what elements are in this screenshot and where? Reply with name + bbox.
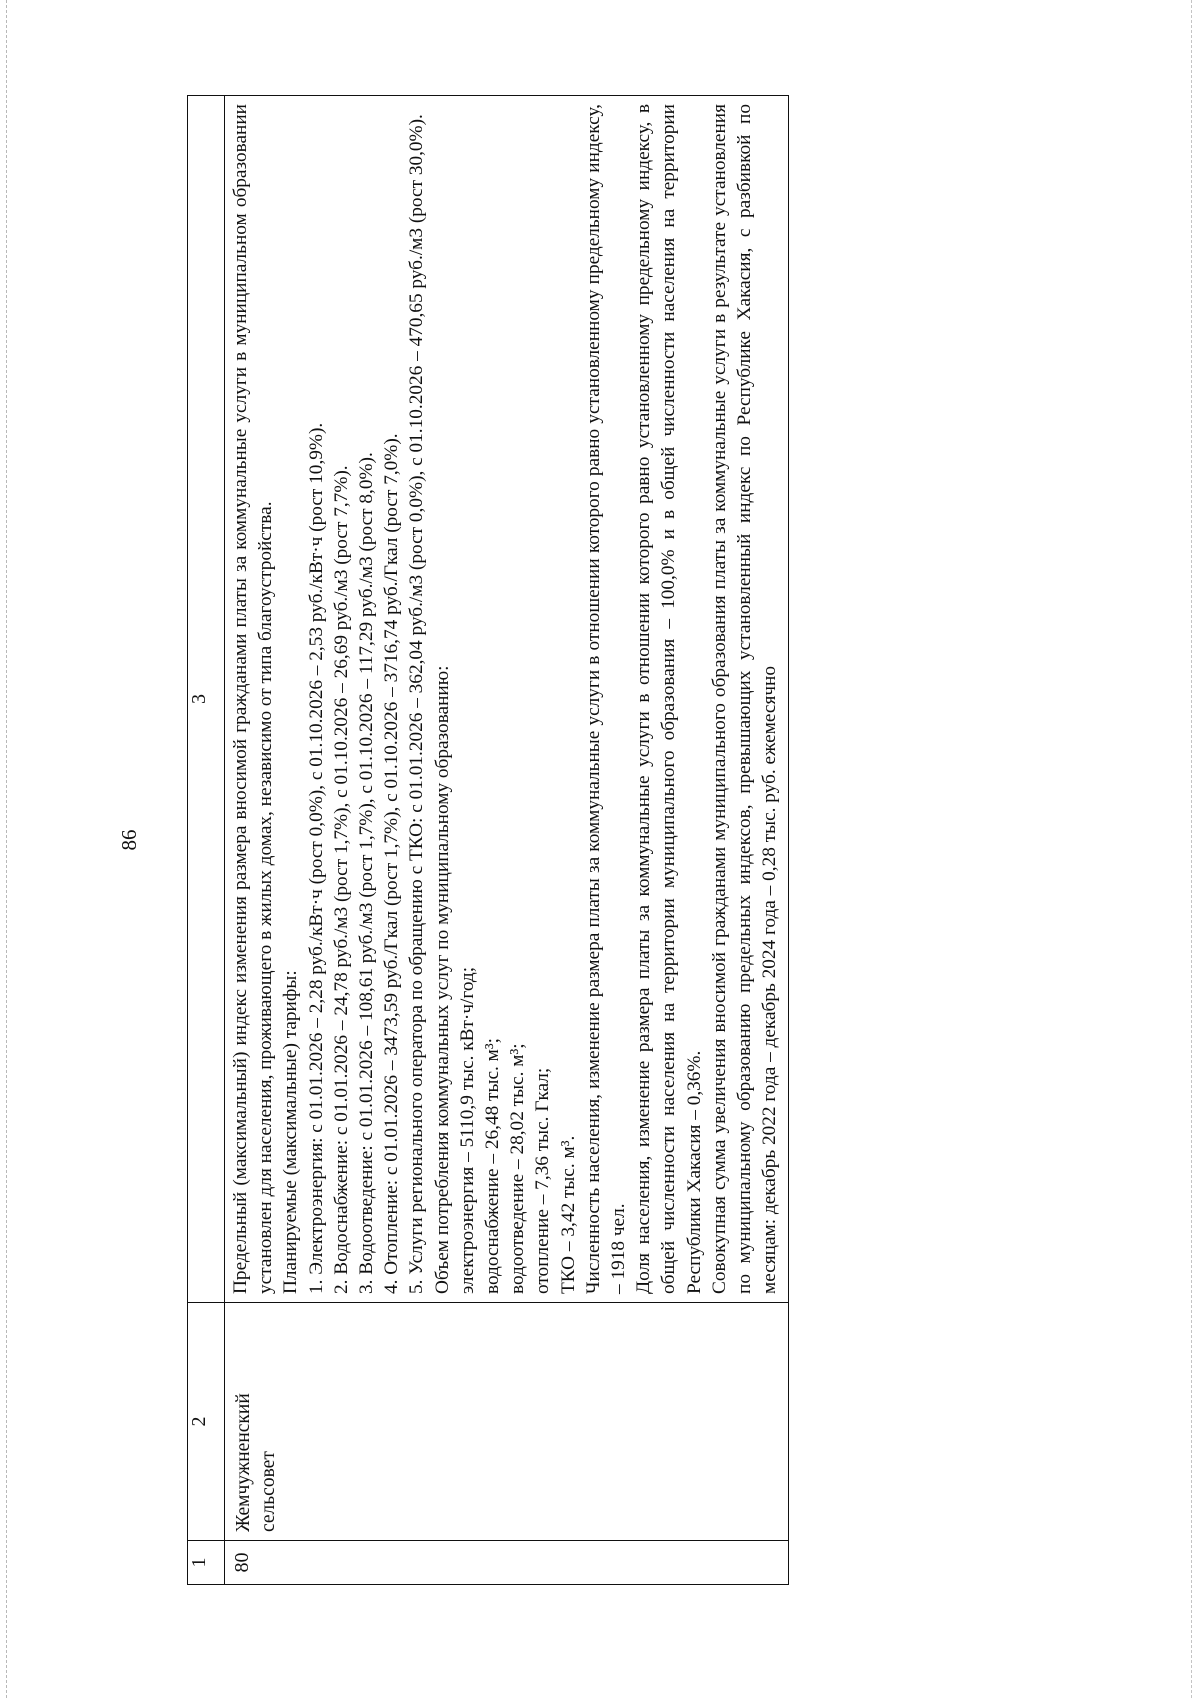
header-col-1: 1 [188, 1541, 225, 1585]
header-col-3: 3 [188, 96, 225, 1303]
row-description [225, 96, 789, 1303]
tariffs-title: Планируемые (максимальные) тарифы: [280, 970, 302, 1294]
tariff-water-supply: 2. Водоснабжение: с 01.01.2026 – 24,78 руб./м3 (рост 1,7%), с 01.10.2026 – 26,69 руб./м3 (рост 7,7%). [330, 465, 352, 1294]
tariff-table [187, 95, 789, 1585]
table-header-row [188, 96, 225, 1585]
scan-edge-left [6, 0, 7, 1698]
table-row [225, 96, 789, 1585]
population-paragraph: Численность населения, изменение размера платы за коммунальные услуги в отношении которого равно установленному предельному индексу, – 1918 чел. [582, 104, 630, 1294]
row-number: 80 [225, 1541, 789, 1585]
rotated-page [115, 95, 1125, 1585]
volume-water-supply: водоснабжение – 26,48 тыс. м³; [482, 1038, 504, 1294]
volume-solid-waste: ТКО – 3,42 тыс. м³. [557, 1135, 579, 1294]
share-paragraph: Доля населения, изменение размера платы за коммунальные услуги в отношении которого равно установленному предельному индексу, в общей численности населения на территории муниципального образования – 100,0% и в общей численности населения на территории Республики Хакасия – 0,36%. [633, 104, 705, 1294]
total-paragraph: Совокупная сумма увеличения вносимой гражданами муниципального образования платы за коммунальные услуги в результате установления по муниципальному образованию предельных индексов, превышающих установленный индекс по Республике Хакасия, с разбивкой по месяцам: декабрь 2022 года – декабрь 2024 года – 0,28 тыс. руб. ежемесячно [708, 104, 781, 1294]
page-number: 86 [117, 829, 141, 851]
tariff-water-disposal: 3. Водоотведение: с 01.01.2026 – 108,61 руб./м3 (рост 1,7%), с 01.10.2026 – 117,29 руб./м3 (рост 8,0%). [356, 452, 378, 1294]
volume-heating: отопление – 7,36 тыс. Гкал; [532, 1067, 554, 1294]
volume-water-disposal: водоотведение – 28,02 тыс. м³; [507, 1043, 529, 1294]
tariff-solid-waste: 5. Услуги регионального оператора по обращению с ТКО: с 01.01.2026 – 362,04 руб./м3 (рост 0,0%), с 01.10.2026 – 470,65 руб./м3 (рост 30,0%). [406, 114, 428, 1294]
volume-title: Объем потребления коммунальных услуг по муниципальному образованию: [431, 665, 453, 1294]
scan-edge-right [1191, 0, 1192, 1698]
header-col-2: 2 [188, 1303, 225, 1541]
index-paragraph: Предельный (максимальный) индекс изменения размера вносимой гражданами платы за коммунальные услуги в муниципальном образовании установлен для населения, проживающего в жилых домах, независимо от типа благоустройства. [230, 104, 277, 1294]
volume-electricity: электроэнергия – 5110,9 тыс. кВт·ч/год; [456, 966, 478, 1294]
tariff-electricity: 1. Электроэнергия: с 01.01.2026 – 2,28 руб./кВт·ч (рост 0,0%), с 01.10.2026 – 2,53 руб./кВт·ч (рост 10,9%). [305, 422, 327, 1294]
municipality-name: Жемчужненский сельсовет [225, 1303, 789, 1541]
tariff-heating: 4. Отопление: с 01.01.2026 – 3473,59 руб./Гкал (рост 1,7%), с 01.10.2026 – 3716,74 руб./Гкал (рост 7,0%). [381, 433, 403, 1294]
